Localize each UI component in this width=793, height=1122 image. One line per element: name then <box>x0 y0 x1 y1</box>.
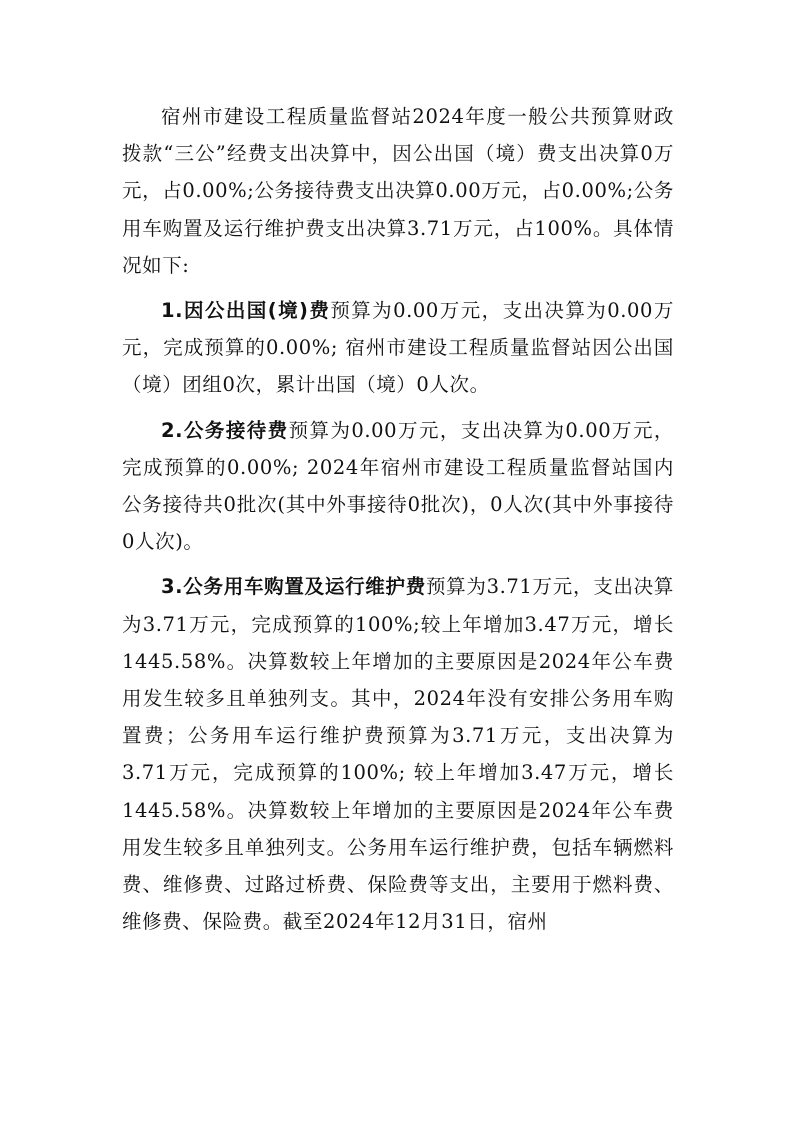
paragraph-gap <box>122 560 674 568</box>
intro-text: 宿州市建设工程质量监督站2024年度一般公共预算财政拨款“三公”经费支出决算中，因公出国（境）费支出决算0万元，占0.00%;公务接待费支出决算0.00万元，占0.00%;公务用车购置及运行维护费支出决算3.71万元，占100%。具体情况如下: <box>122 105 674 277</box>
official-vehicle-text: 预算为3.71万元，支出决算为3.71万元，完成预算的100%;较上年增加3.47万元，增长1445.58%。决算数较上年增加的主要原因是2024年公车费用发生较多且单独列支。其中，2024年没有安排公务用车购置费；公务用车运行维护费预算为3.71万元，支出决算为3.71万元，完成预算的100%; 较上年增加3.47万元，增长1445.58%。决算数较上年增加的主要原因是2024年公车费用发生较多且单独列支。公务用车运行维护费，包括车辆燃料费、维修费、过路过桥费、保险费等支出，主要用于燃料费、维修费、保险费。截至2024年12月31日，宿州 <box>122 575 674 934</box>
official-reception-paragraph <box>122 412 674 561</box>
paragraph-gap <box>122 284 674 292</box>
paragraph-gap <box>122 404 674 412</box>
official-vehicle-heading: 3.公务用车购置及运行维护费 <box>161 575 426 599</box>
travel-abroad-heading: 1.因公出国(境)费 <box>161 299 331 323</box>
travel-abroad-paragraph <box>122 292 674 404</box>
document-page <box>122 98 674 940</box>
official-reception-text: 预算为0.00万元，支出决算为0.00万元，完成预算的0.00%; 2024年宿州市建设工程质量监督站国内公务接待共0批次(其中外事接待0批次)，0人次(其中外事接待0人次)。 <box>122 418 674 554</box>
official-vehicle-paragraph <box>122 568 674 940</box>
travel-abroad-text: 预算为0.00万元，支出决算为0.00万元，完成预算的0.00%; 宿州市建设工程质量监督站因公出国（境）团组0次，累计出国（境）0人次。 <box>122 299 674 397</box>
intro-paragraph <box>122 98 674 284</box>
official-reception-heading: 2.公务接待费 <box>161 418 289 442</box>
